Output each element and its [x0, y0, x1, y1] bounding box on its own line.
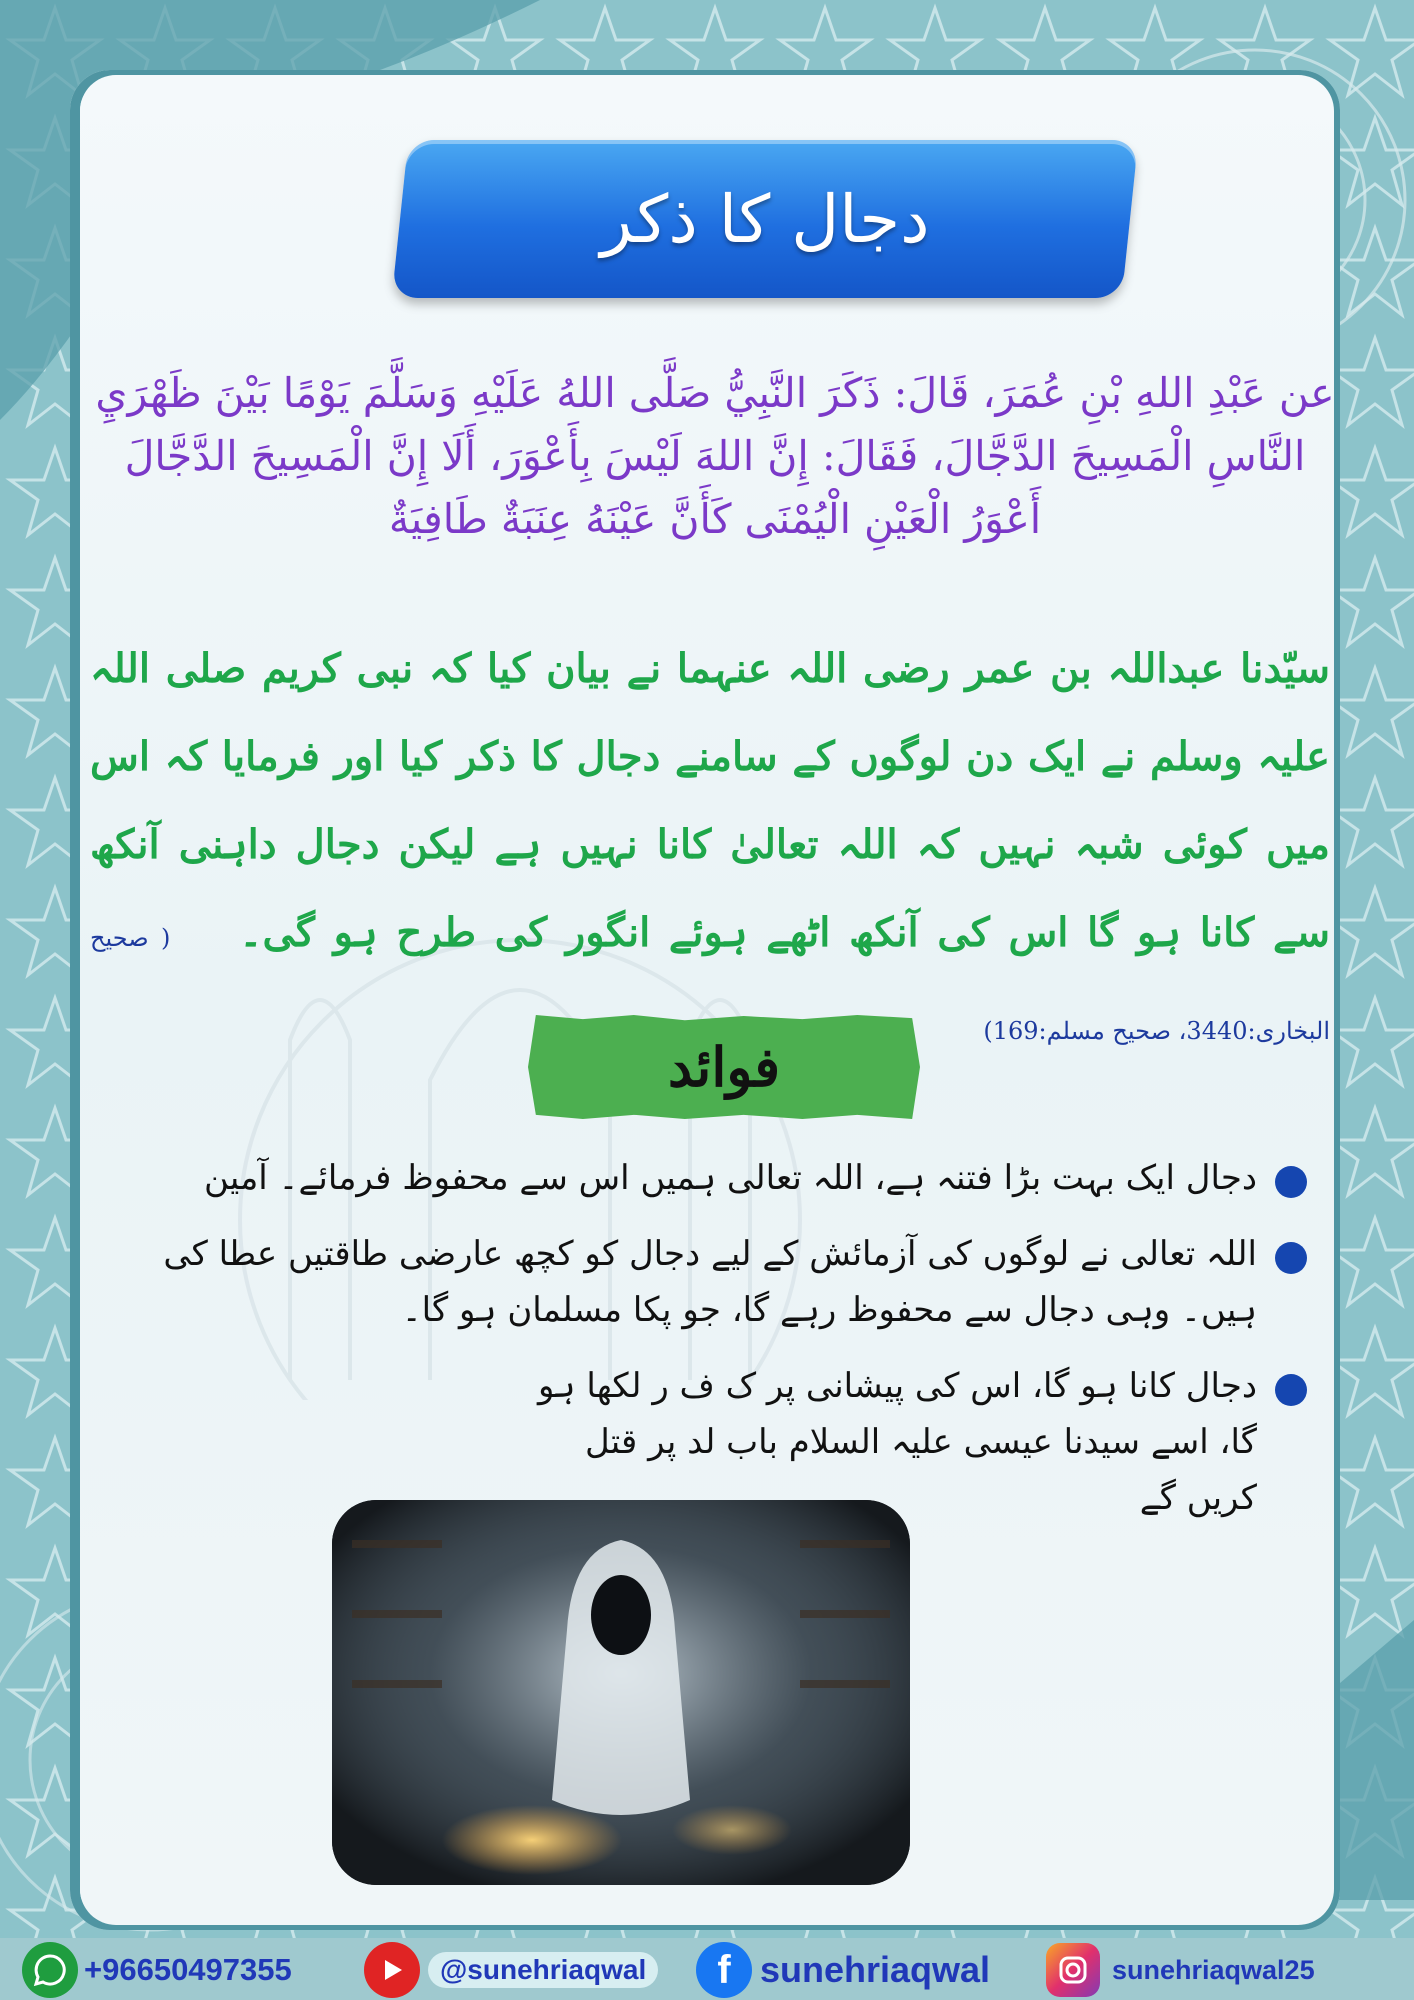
- hooded-figure-image: [332, 1500, 910, 1885]
- bullet-icon: [1275, 1374, 1307, 1406]
- urdu-translation: [90, 625, 1330, 1075]
- benefit-text: دجال کانا ہو گا، اس کی پیشانی پر ک ف ر لکھا ہو گا، اسے سیدنا عیسی علیہ السلام باب لد پر قتل کریں گے: [538, 1366, 1257, 1518]
- facebook-handle: sunehriaqwal: [760, 1949, 991, 1990]
- facebook-icon: f: [696, 1942, 752, 1998]
- whatsapp-contact[interactable]: [22, 1945, 292, 1995]
- dajjal-illustration: [332, 1500, 910, 1885]
- benefits-list: [90, 1150, 1315, 1546]
- hadith-reference: ( صحیح البخاری:3440، صحیح مسلم:169): [90, 924, 1330, 1045]
- page-title: دجال کا ذکر: [600, 180, 930, 258]
- instagram-handle: sunehriaqwal25: [1112, 1954, 1315, 1985]
- facebook-contact[interactable]: [696, 1945, 990, 1995]
- benefit-text: اللہ تعالی نے لوگوں کی آزمائش کے لیے دجال کو کچھ عارضی طاقتیں عطا کی ہیں۔ وہی دجال سے محفوظ رہے گا، جو پکا مسلمان ہو گا۔: [163, 1234, 1257, 1330]
- arabic-hadith-text: عن عَبْدِ اللهِ بْنِ عُمَرَ، قَالَ: ذَكَرَ النَّبِيُّ صَلَّى اللهُ عَلَيْهِ وَسَلَّمَ يَوْمًا بَيْنَ ظَهْرَيِ النَّاسِ الْمَسِيحَ الدَّجَّالَ، فَقَالَ: إِنَّ اللهَ لَيْسَ بِأَعْوَرَ، أَلَا إِنَّ الْمَسِيحَ الدَّجَّالَ أَعْوَرُ الْعَيْنِ الْيُمْنَى كَأَنَّ عَيْنَهُ عِنَبَةٌ طَافِيَةٌ: [95, 369, 1335, 543]
- whatsapp-icon: [22, 1942, 78, 1998]
- instagram-contact[interactable]: [1046, 1945, 1315, 1995]
- fawaid-heading: فوائد: [667, 1035, 781, 1099]
- youtube-icon: [364, 1942, 420, 1998]
- list-item: [90, 1226, 1315, 1338]
- youtube-contact[interactable]: [364, 1945, 658, 1995]
- instagram-icon: [1046, 1943, 1100, 1997]
- youtube-handle: @sunehriaqwal: [428, 1952, 658, 1988]
- urdu-translation-text: سیّدنا عبداللہ بن عمر رضی اللہ عنہما نے بیان کیا کہ نبی کریم صلی اللہ علیہ وسلم نے ایک دن لوگوں کے سامنے دجال کا ذکر کیا اور فرمایا کہ اس میں کوئی شبہ نہیں کہ اللہ تعالیٰ کانا نہیں ہے لیکن دجال داہنی آنکھ سے کانا ہو گا اس کی آنکھ اٹھے ہوئے انگور کی طرح ہو گی۔: [90, 645, 1330, 956]
- list-item: [90, 1150, 1315, 1206]
- whatsapp-number: +96650497355: [84, 1952, 292, 1987]
- bullet-icon: [1275, 1242, 1307, 1274]
- bullet-icon: [1275, 1166, 1307, 1198]
- benefit-text: دجال ایک بہت بڑا فتنہ ہے، اللہ تعالی ہمیں اس سے محفوظ فرمائے۔ آمین: [203, 1158, 1257, 1198]
